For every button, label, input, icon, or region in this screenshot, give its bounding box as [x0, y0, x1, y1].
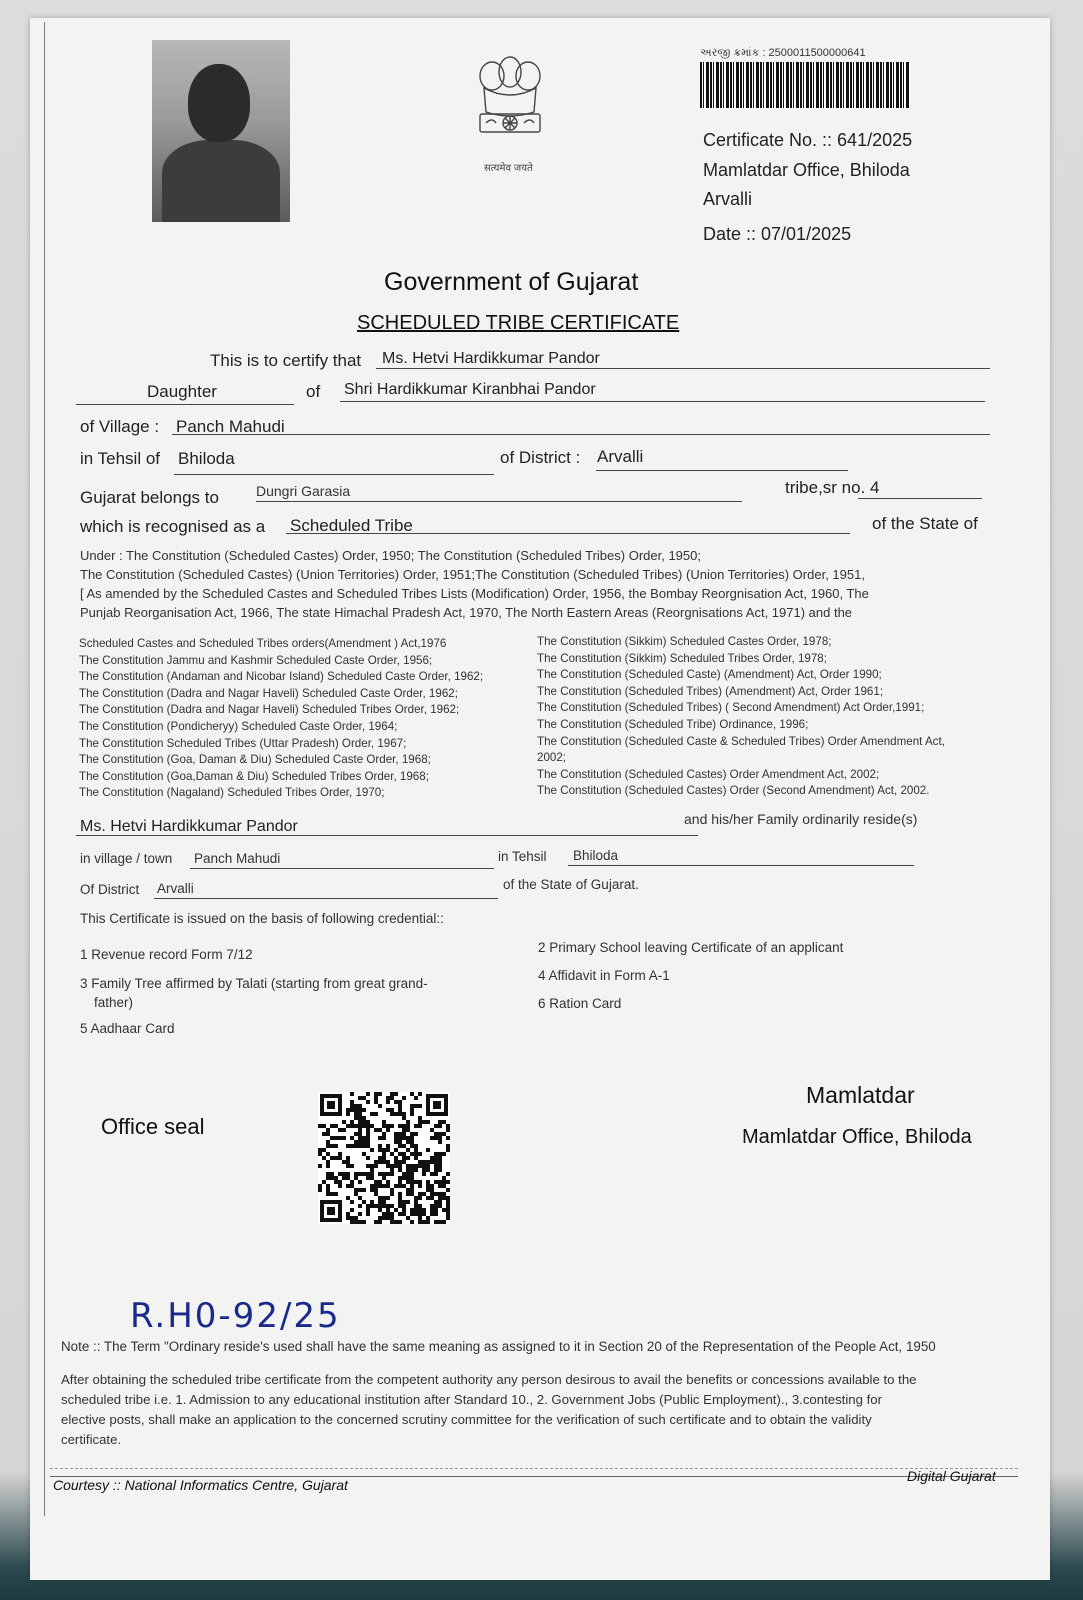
tehsil-label: in Tehsil of — [80, 449, 161, 468]
issuing-district: Arvalli — [703, 189, 753, 209]
order-item: The Constitution (Pondicheryy) Scheduled Caste Order, 1964; — [79, 719, 398, 733]
note-para-line: certificate. — [61, 1432, 122, 1447]
parent-name: Shri Hardikkumar Kiranbhai Pandor — [344, 381, 596, 398]
district-label: of District : — [500, 448, 581, 467]
tribe-serial: tribe,sr no. 4 — [785, 478, 880, 497]
of-district-value: Arvalli — [157, 881, 194, 896]
village-label: of Village : — [80, 417, 160, 436]
of-label: of — [306, 382, 321, 401]
credential-item: 3 Family Tree affirmed by Talati (starting from great grand- — [80, 976, 428, 991]
order-item: The Constitution (Goa,Daman & Diu) Scheduled Tribes Order, 1968; — [79, 769, 429, 783]
applicant-name: Ms. Hetvi Hardikkumar Pandor — [382, 350, 600, 367]
recognised-as: Scheduled Tribe — [290, 516, 413, 535]
order-item: The Constitution (Goa, Daman & Diu) Scheduled Caste Order, 1968; — [79, 753, 431, 767]
credential-intro: This Certificate is issued on the basis of following credential:: — [80, 911, 444, 926]
village-town-label: in village / town — [80, 851, 173, 866]
certificate-number: Certificate No. :: 641/2025 — [703, 130, 913, 150]
in-tehsil-label: in Tehsil — [498, 849, 547, 864]
note-para-line: elective posts, shall make an application to the concerned scrutiny committee for the verification of such certificate and to obtain the validity — [61, 1412, 872, 1427]
under-line-2: The Constitution (Scheduled Castes) (Union Territories) Order, 1951;The Constitution (Scheduled Tribes) (Union Territories) Order, 1951, — [80, 567, 865, 582]
footer-brand: Digital Gujarat — [907, 1468, 996, 1484]
government-title: Government of Gujarat — [384, 268, 639, 296]
reside-label: and his/her Family ordinarily reside(s) — [684, 811, 918, 827]
orders-right-column — [537, 634, 945, 800]
in-tehsil-value: Bhiloda — [573, 848, 619, 863]
order-item: The Constitution (Sikkim) Scheduled Tribes Order, 1978; — [537, 651, 827, 665]
note-para-line: After obtaining the scheduled tribe certificate from the competent authority any person desirous to avail the benefits or concessions available to the — [61, 1372, 917, 1387]
order-item: The Constitution (Scheduled Caste & Scheduled Tribes) Order Amendment Act, — [537, 734, 945, 748]
order-item: The Constitution Jammu and Kashmir Scheduled Caste Order, 1956; — [79, 653, 433, 667]
credential-item: 2 Primary School leaving Certificate of an applicant — [538, 940, 844, 955]
credential-item: 5 Aadhaar Card — [80, 1021, 175, 1036]
order-item: The Constitution (Scheduled Castes) Order (Second Amendment) Act, 2002. — [537, 784, 930, 798]
certificate-title: SCHEDULED TRIBE CERTIFICATE — [357, 312, 680, 334]
order-item: The Constitution (Dadra and Nagar Haveli) Scheduled Caste Order, 1962; — [79, 686, 458, 700]
barcode — [700, 62, 910, 108]
order-item: The Constitution (Sikkim) Scheduled Castes Order, 1978; — [537, 635, 832, 648]
qr-code — [318, 1092, 450, 1224]
order-item: The Constitution (Andaman and Nicobar Island) Scheduled Caste Order, 1962; — [79, 670, 484, 684]
under-line-3: [ As amended by the Scheduled Castes and Scheduled Tribes Lists (Modification) Order, 1956, the Bombay Reorgnisation Act, 1960, The — [80, 586, 869, 601]
emblem-motto: सत्यमेव जयते — [484, 163, 533, 174]
order-item: The Constitution (Scheduled Castes) Order Amendment Act, 2002; — [537, 767, 880, 781]
reside-name: Ms. Hetvi Hardikkumar Pandor — [80, 818, 298, 835]
under-line-1: Under : The Constitution (Scheduled Castes) Order, 1950; The Constitution (Scheduled Tribes) Order, 1950; — [80, 548, 701, 563]
relation: Daughter — [147, 382, 217, 401]
credential-item: father) — [94, 995, 134, 1010]
order-item: 2002; — [537, 751, 567, 765]
under-line-4: Punjab Reorganisation Act, 1966, The state Himachal Pradesh Act, 1970, The North Eastern Areas (Reorgnisations Act, 1971) and the — [80, 605, 853, 620]
credential-item: 4 Affidavit in Form A-1 — [538, 968, 670, 983]
signatory-designation: Mamlatdar — [806, 1082, 915, 1108]
state-gujarat-label: of the State of Gujarat. — [503, 877, 639, 892]
district-value: Arvalli — [597, 447, 644, 466]
application-number: અરજી ક્રમાંક : 2500011500000641 — [700, 47, 866, 59]
order-item: The Constitution (Scheduled Caste) (Amendment) Act, Order 1990; — [537, 668, 882, 682]
order-item: The Constitution (Scheduled Tribes) ( Second Amendment) Act Order,1991; — [537, 701, 925, 715]
order-item: The Constitution (Dadra and Nagar Haveli) Scheduled Tribes Order, 1962; — [79, 703, 460, 717]
order-item: The Constitution (Scheduled Tribes) (Amendment) Act, Order 1961; — [537, 684, 884, 698]
certify-prefix: This is to certify that — [210, 351, 362, 370]
office-seal-label: Office seal — [101, 1114, 205, 1139]
handwritten-note: R.H0-92/25 — [130, 1296, 341, 1336]
note-para-line: scheduled tribe i.e. 1. Admission to any educational institution after Standard 10., 2. Government Jobs (Public Employment)., 3.contesting for — [61, 1392, 882, 1407]
applicant-photo — [152, 40, 290, 222]
credential-item: 1 Revenue record Form 7/12 — [80, 947, 253, 962]
order-item: Scheduled Castes and Scheduled Tribes orders(Amendment ) Act,1976 — [79, 637, 447, 650]
footer-courtesy: Courtesy :: National Informatics Centre, Gujarat — [53, 1477, 348, 1493]
orders-left-column — [79, 636, 483, 802]
national-emblem-icon — [470, 54, 550, 154]
village-value: Panch Mahudi — [176, 417, 285, 436]
of-district-label: Of District — [80, 882, 140, 897]
state-of-label: of the State of — [872, 514, 978, 533]
tehsil-value: Bhiloda — [178, 449, 235, 468]
order-item: The Constitution (Scheduled Tribe) Ordinance, 1996; — [537, 717, 809, 731]
signatory-office: Mamlatdar Office, Bhiloda — [742, 1126, 972, 1148]
village-town-value: Panch Mahudi — [194, 851, 281, 866]
issue-date: Date :: 07/01/2025 — [703, 224, 852, 244]
order-item: The Constitution (Nagaland) Scheduled Tribes Order, 1970; — [79, 786, 385, 800]
issuing-office: Mamlatdar Office, Bhiloda — [703, 160, 910, 180]
note-line: Note :: The Term "Ordinary reside's used shall have the same meaning as assigned to it in Section 20 of the Representation of the People Act, 1950 — [61, 1339, 936, 1354]
belongs-label: Gujarat belongs to — [80, 488, 219, 507]
credential-item: 6 Ration Card — [538, 996, 622, 1011]
tribe-name: Dungri Garasia — [256, 483, 351, 499]
recognised-label: which is recognised as a — [80, 517, 266, 536]
order-item: The Constitution Scheduled Tribes (Uttar Pradesh) Order, 1967; — [79, 736, 407, 750]
